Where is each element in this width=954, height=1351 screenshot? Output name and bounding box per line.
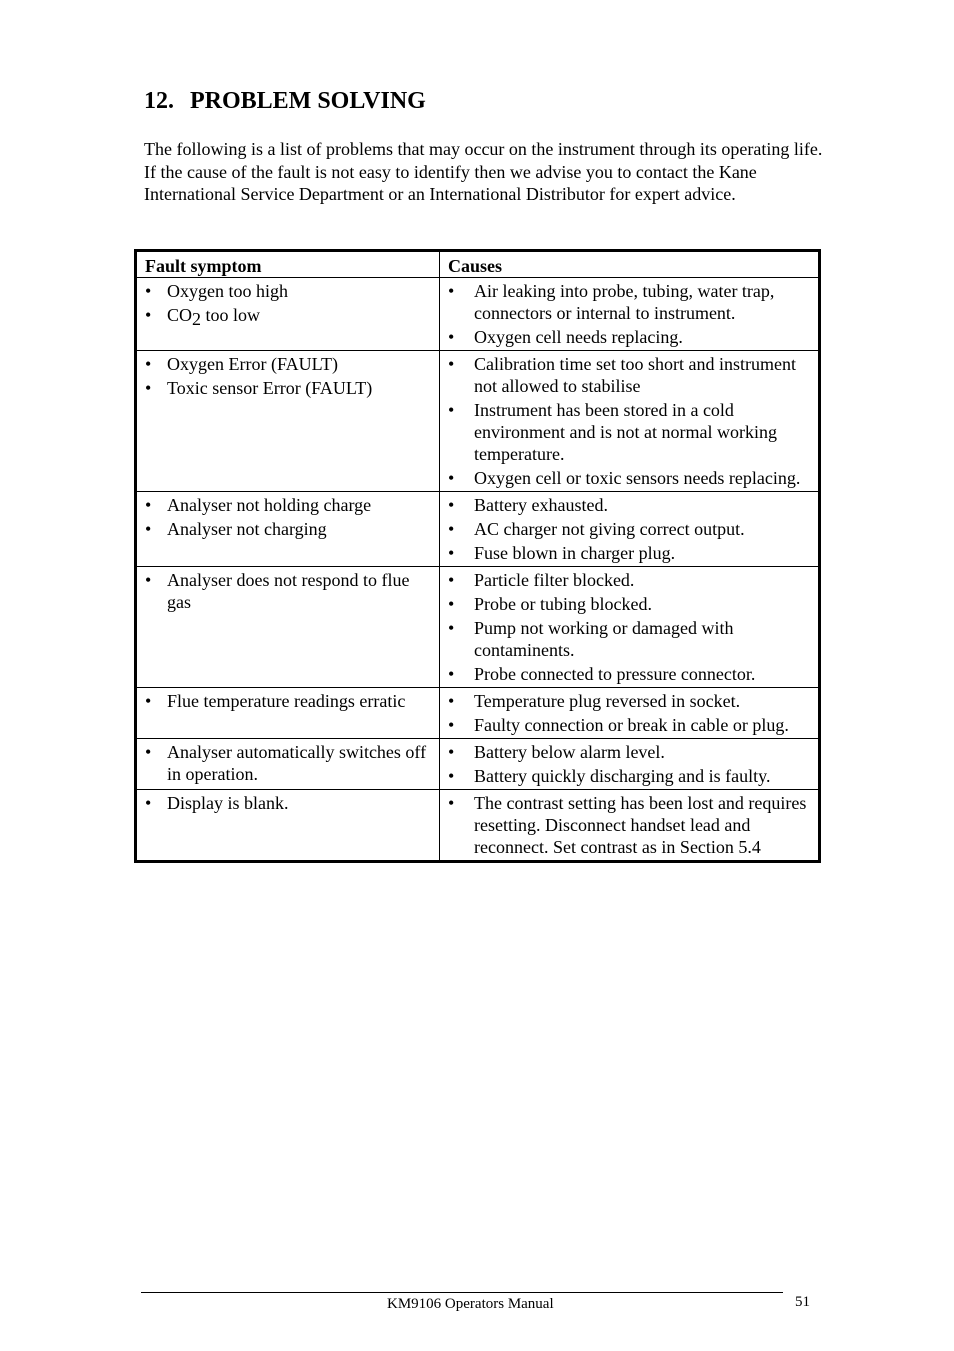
cause-item: • Oxygen cell needs replacing. xyxy=(448,326,812,348)
section-title: PROBLEM SOLVING xyxy=(190,88,426,114)
table-row xyxy=(136,688,820,739)
causes-cell xyxy=(440,278,820,351)
cause-item: • Battery below alarm level. xyxy=(448,741,812,763)
cause-item: • Calibration time set too short and instrument not allowed to stabilise xyxy=(448,353,812,397)
causes-cell xyxy=(440,351,820,492)
cause-item: • Air leaking into probe, tubing, water trap, connectors or internal to instrument. xyxy=(448,280,812,324)
table-row xyxy=(136,492,820,567)
table-row xyxy=(136,278,820,351)
cause-item: • Instrument has been stored in a cold environment and is not at normal working temperature. xyxy=(448,399,812,465)
cause-item: • Fuse blown in charger plug. xyxy=(448,542,812,564)
symptom-cell xyxy=(136,492,440,567)
symptom-list xyxy=(145,353,433,399)
table-row xyxy=(136,739,820,790)
cause-item: • Pump not working or damaged with contaminents. xyxy=(448,617,812,661)
footer-rule xyxy=(141,1292,783,1293)
causes-list xyxy=(448,792,812,858)
header-causes: Causes xyxy=(440,251,820,278)
cause-item: • AC charger not giving correct output. xyxy=(448,518,812,540)
causes-list xyxy=(448,690,812,736)
cause-item: • Probe connected to pressure connector. xyxy=(448,663,812,685)
causes-cell xyxy=(440,688,820,739)
symptom-list xyxy=(145,741,433,785)
symptom-item: • Oxygen too high xyxy=(145,280,433,302)
symptom-item: • Oxygen Error (FAULT) xyxy=(145,353,433,375)
cause-item: • Temperature plug reversed in socket. xyxy=(448,690,812,712)
symptom-list xyxy=(145,792,433,814)
causes-list xyxy=(448,494,812,564)
symptom-item-co2 xyxy=(145,304,433,329)
fault-table xyxy=(134,249,821,863)
symptom-item: • Analyser not holding charge xyxy=(145,494,433,516)
causes-list xyxy=(448,280,812,348)
symptom-cell xyxy=(136,790,440,862)
cause-item: • The contrast setting has been lost and requires resetting. Disconnect handset lead and reconnect. Set contrast as in Section 5.4 xyxy=(448,792,812,858)
co2-prefix: CO xyxy=(167,305,193,325)
symptom-cell xyxy=(136,567,440,688)
section-number: 12. xyxy=(144,88,174,114)
cause-item: • Battery quickly discharging and is faulty. xyxy=(448,765,812,787)
cause-item: • Particle filter blocked. xyxy=(448,569,812,591)
causes-cell xyxy=(440,790,820,862)
cause-item: • Faulty connection or break in cable or plug. xyxy=(448,714,812,736)
causes-list xyxy=(448,353,812,489)
symptom-item: • Toxic sensor Error (FAULT) xyxy=(145,377,433,399)
symptom-cell xyxy=(136,351,440,492)
table-row xyxy=(136,790,820,862)
symptom-item: • Flue temperature readings erratic xyxy=(145,690,433,712)
symptom-cell xyxy=(136,688,440,739)
co2-suffix: too low xyxy=(201,305,261,325)
symptom-cell xyxy=(136,739,440,790)
table-row xyxy=(136,567,820,688)
symptom-item: • Analyser not charging xyxy=(145,518,433,540)
symptom-list xyxy=(145,280,433,329)
header-fault-symptom: Fault symptom xyxy=(136,251,440,278)
causes-list xyxy=(448,569,812,685)
section-heading xyxy=(144,88,426,115)
symptom-list xyxy=(145,690,433,712)
symptom-item: • Analyser does not respond to flue gas xyxy=(145,569,433,613)
cause-item: • Battery exhausted. xyxy=(448,494,812,516)
symptom-item: • Display is blank. xyxy=(145,792,433,814)
cause-item: • Oxygen cell or toxic sensors needs replacing. xyxy=(448,467,812,489)
causes-cell xyxy=(440,739,820,790)
table-row xyxy=(136,351,820,492)
table-body xyxy=(136,278,820,862)
intro-paragraph: The following is a list of problems that may occur on the instrument through its operating life. If the cause of the fault is not easy to identify then we advise you to contact the Kane International Service Department or an International Distributor for expert advice. xyxy=(144,139,823,204)
table-header-row xyxy=(136,251,820,278)
causes-cell xyxy=(440,567,820,688)
footer-title: KM9106 Operators Manual xyxy=(387,1296,554,1312)
cause-item: • Probe or tubing blocked. xyxy=(448,593,812,615)
co2-subscript: 2 xyxy=(192,309,202,329)
symptom-item: • Analyser automatically switches off in operation. xyxy=(145,741,433,785)
page-number: 51 xyxy=(795,1294,810,1310)
symptom-list xyxy=(145,494,433,540)
symptom-list xyxy=(145,569,433,613)
causes-list xyxy=(448,741,812,787)
causes-cell xyxy=(440,492,820,567)
symptom-cell xyxy=(136,278,440,351)
